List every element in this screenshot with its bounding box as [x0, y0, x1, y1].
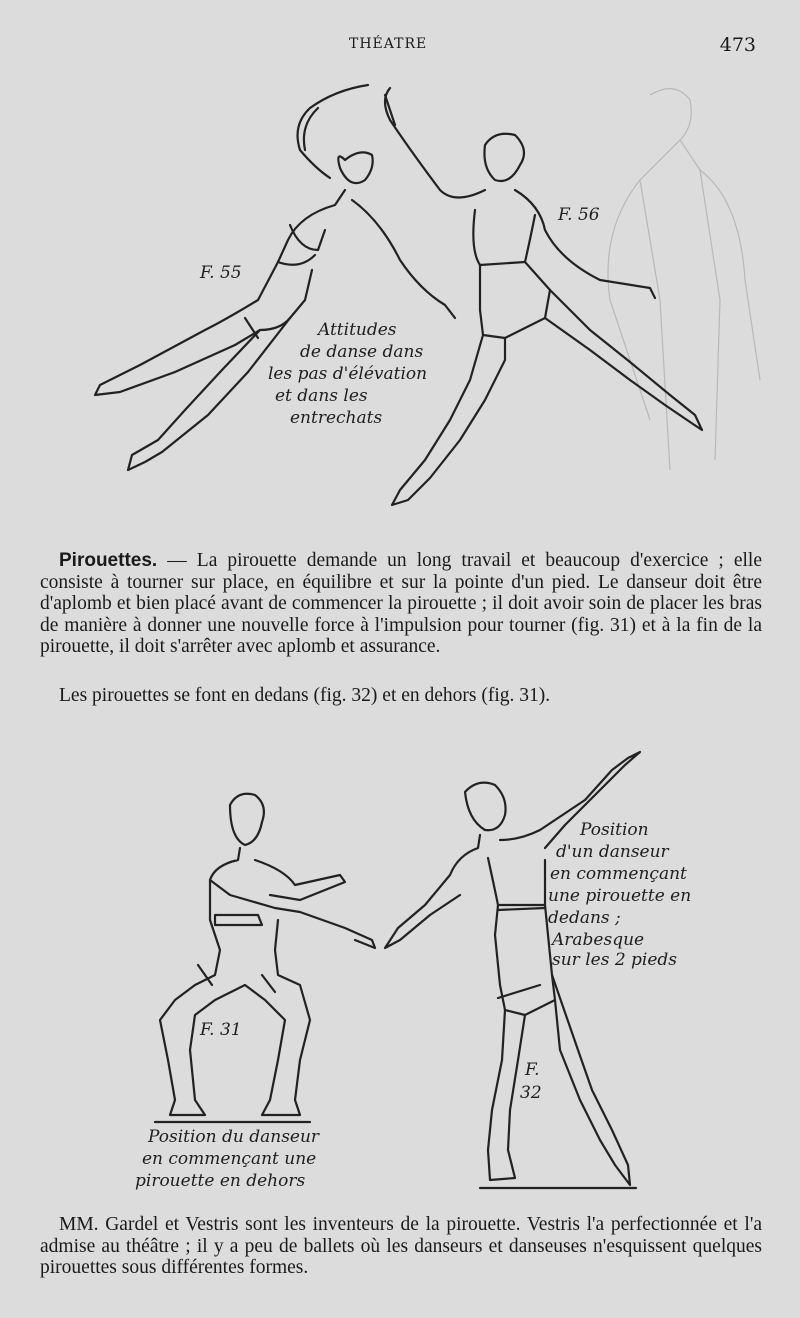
figure-label-56: F. 56	[558, 205, 600, 225]
illustration-leaping-dancers	[0, 70, 800, 520]
caption-top-line-4: et dans les	[275, 386, 368, 406]
caption-right-line-2: d'un danseur	[556, 842, 669, 862]
paragraph-pirouettes	[40, 550, 762, 658]
caption-left-line-1: Position du danseur	[148, 1127, 320, 1147]
caption-top-line-2: de danse dans	[300, 342, 424, 362]
caption-top-line-1: Attitudes	[318, 320, 397, 340]
caption-right-line-1: Position	[580, 820, 649, 840]
figure-label-32-top: F.	[525, 1060, 540, 1080]
running-title: THÉATRE	[349, 36, 428, 52]
paragraph-body: La pirouette demande un long travail et beaucoup d'exercice ; elle consiste à tourner sur place, en équilibre et sur la pointe d'un pied. Le danseur doit être d'aplomb et bien placé avant de commencer la pirouette ; il doit avoir soin de placer les bras de manière à donner une nouvelle force à l'impulsion pour tourner (fig. 31) et à la fin de la pirouette, il doit s'arrêter avec aplomb et assurance.	[40, 550, 762, 657]
show-through-figure	[608, 89, 760, 470]
caption-top-line-3: les pas d'élévation	[268, 364, 428, 384]
figure-caption-top	[268, 320, 427, 428]
paragraph-directions: Les pirouettes se font en dedans (fig. 32) et en dehors (fig. 31).	[59, 685, 551, 706]
figure-label-31: F. 31	[200, 1020, 242, 1040]
page-number: 473	[719, 34, 756, 56]
caption-right-line-5: dedans ;	[548, 908, 621, 928]
figure-caption-left	[135, 1127, 320, 1191]
caption-right-line-4: une pirouette en	[548, 886, 692, 906]
section-heading: Pirouettes.	[59, 550, 158, 571]
caption-left-line-3: pirouette en dehors	[135, 1171, 306, 1191]
figure-label-55: F. 55	[200, 263, 242, 283]
figure-caption-right	[548, 820, 691, 970]
figure-label-32-bottom: 32	[520, 1083, 542, 1103]
caption-left-line-2: en commençant une	[142, 1149, 317, 1169]
caption-right-line-3: en commençant	[550, 864, 687, 884]
dancer-figure-32	[385, 752, 640, 1188]
heading-dash: —	[157, 550, 197, 571]
running-head	[0, 34, 800, 56]
illustration-pirouette-positions	[0, 740, 800, 1200]
dancer-figure-31	[155, 794, 375, 1122]
caption-right-line-7: sur les 2 pieds	[552, 950, 678, 970]
dancer-figure-55	[95, 85, 455, 470]
caption-right-line-6: Arabesque	[552, 930, 645, 950]
caption-top-line-5: entrechats	[290, 408, 383, 428]
paragraph-inventors: MM. Gardel et Vestris sont les inventeurs de la pirouette. Vestris l'a perfectionnée et l'a admise au théâtre ; il y a peu de ballets où les danseurs et danseuses n'esquissent quelques pirouettes sous différentes formes.	[40, 1214, 762, 1278]
